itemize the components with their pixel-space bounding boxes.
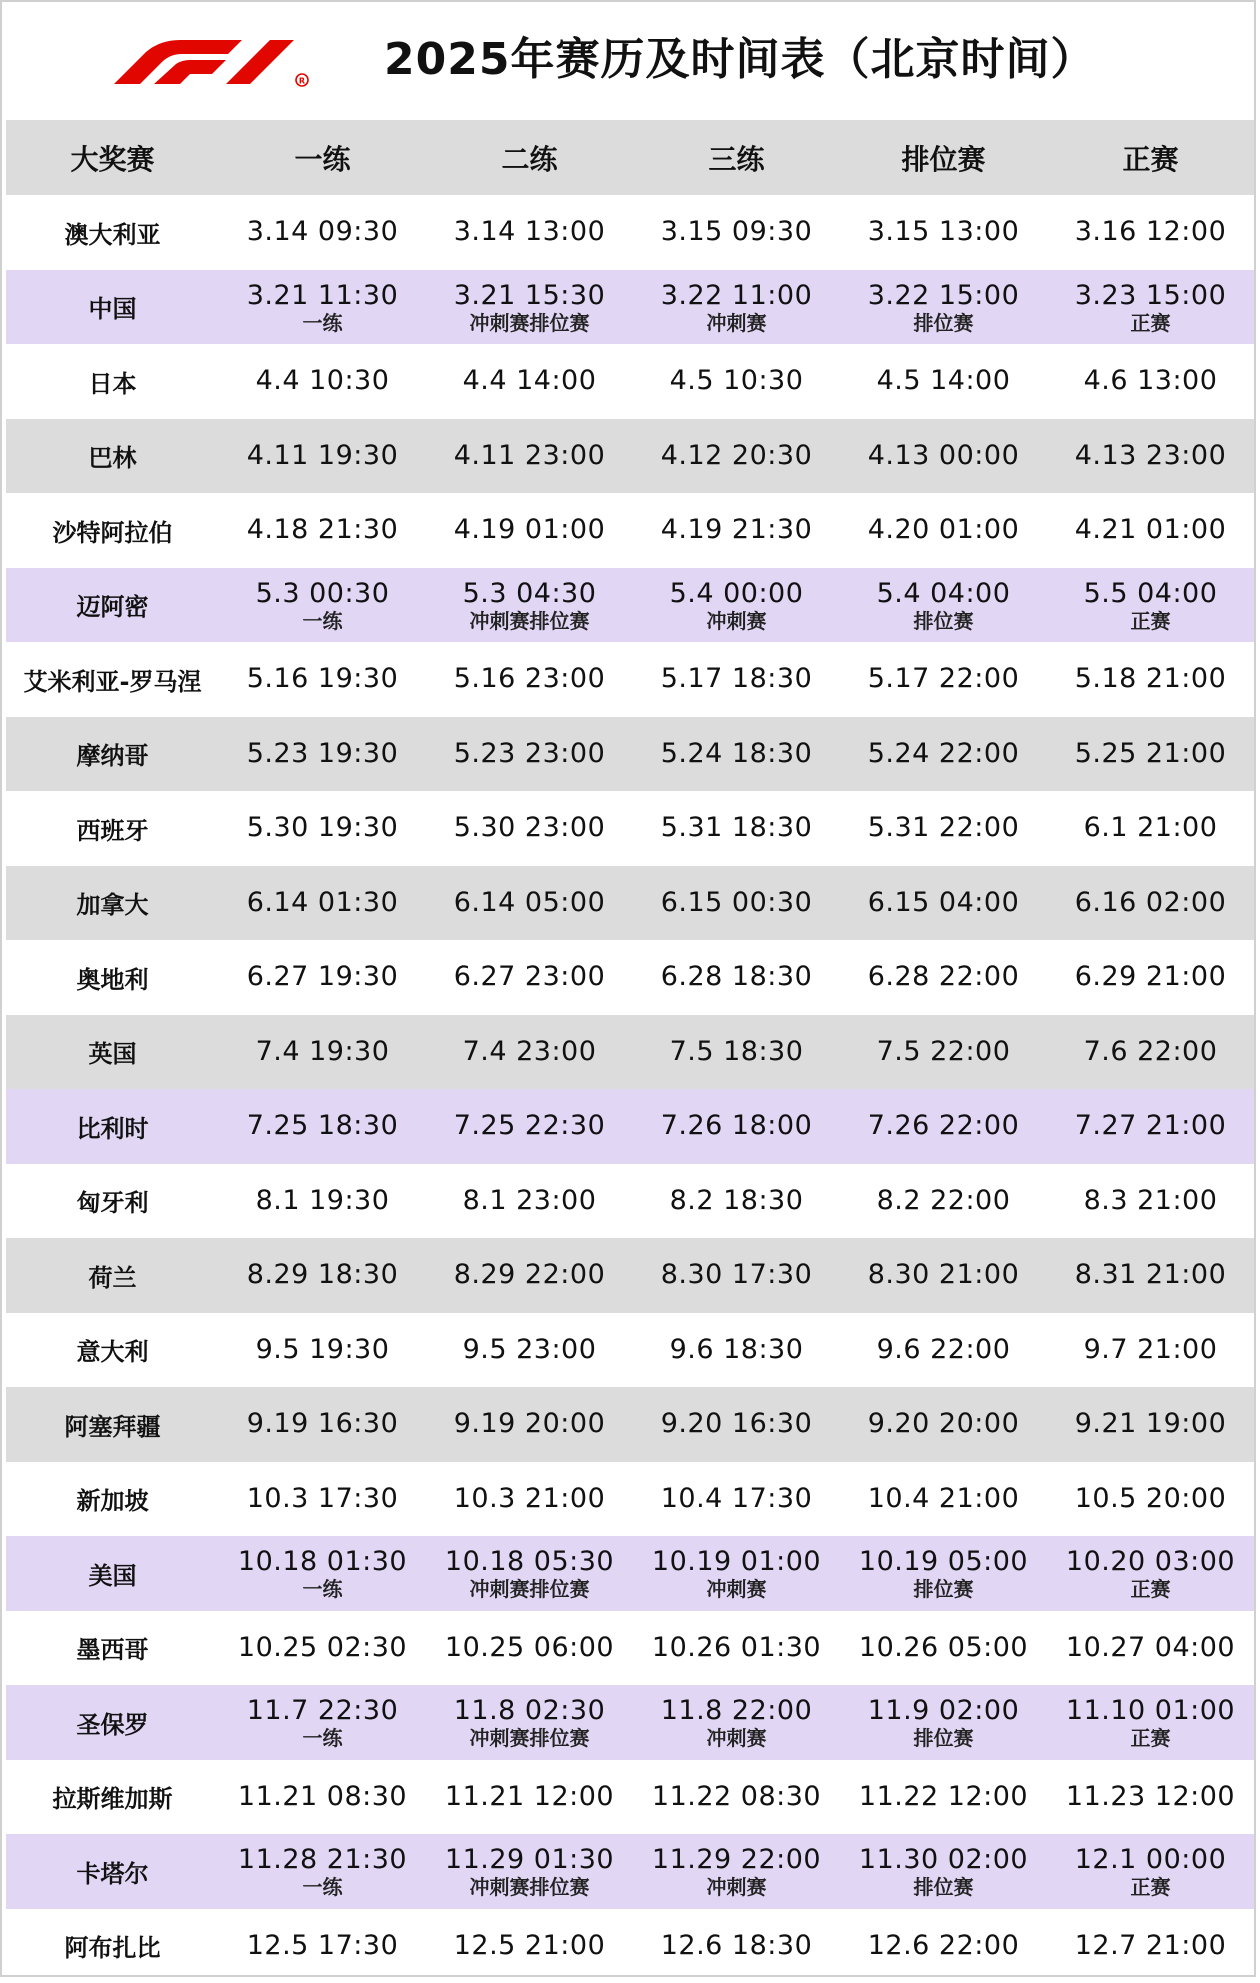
session-time: 9.20 16:30 xyxy=(633,1408,840,1440)
session-time: 5.23 19:30 xyxy=(219,738,426,770)
session-time: 7.25 22:30 xyxy=(426,1110,633,1142)
session-time: 5.31 18:30 xyxy=(633,812,840,844)
session-time: 6.27 23:00 xyxy=(426,961,633,993)
session-time: 3.15 09:30 xyxy=(633,216,840,248)
session-label: 冲刺赛 xyxy=(633,1727,840,1749)
session-time: 5.5 04:00 xyxy=(1047,578,1254,610)
grand-prix-name: 奥地利 xyxy=(6,940,219,1015)
grand-prix-name: 意大利 xyxy=(6,1313,219,1388)
column-header-fp3: 三练 xyxy=(633,120,840,195)
session-time: 4.6 13:00 xyxy=(1047,365,1254,397)
grand-prix-name: 摩纳哥 xyxy=(6,717,219,792)
session-time: 6.27 19:30 xyxy=(219,961,426,993)
session-time: 10.4 21:00 xyxy=(840,1483,1047,1515)
session-label: 冲刺赛 xyxy=(633,312,840,334)
session-time: 12.6 22:00 xyxy=(840,1930,1047,1962)
session-time: 8.30 21:00 xyxy=(840,1259,1047,1291)
session-time: 5.25 21:00 xyxy=(1047,738,1254,770)
column-header-race: 正赛 xyxy=(1047,120,1254,195)
session-time: 9.6 22:00 xyxy=(840,1334,1047,1366)
svg-text:R: R xyxy=(299,77,305,86)
grand-prix-name: 圣保罗 xyxy=(6,1685,219,1760)
session-time: 3.23 15:00 xyxy=(1047,280,1254,312)
grand-prix-name: 中国 xyxy=(6,270,219,345)
session-time: 10.5 20:00 xyxy=(1047,1483,1254,1515)
session-time: 7.5 18:30 xyxy=(633,1036,840,1068)
session-time: 8.29 18:30 xyxy=(219,1259,426,1291)
session-time: 11.22 12:00 xyxy=(840,1781,1047,1813)
session-time: 8.1 23:00 xyxy=(426,1185,633,1217)
session-time: 7.26 22:00 xyxy=(840,1110,1047,1142)
session-time: 7.4 19:30 xyxy=(219,1036,426,1068)
session-time: 10.25 02:30 xyxy=(219,1632,426,1664)
session-label: 正赛 xyxy=(1047,1727,1254,1749)
session-time: 12.1 00:00 xyxy=(1047,1844,1254,1876)
column-header-qualifying: 排位赛 xyxy=(840,120,1047,195)
session-time: 5.17 22:00 xyxy=(840,663,1047,695)
session-time: 4.19 01:00 xyxy=(426,514,633,546)
session-time: 4.11 23:00 xyxy=(426,440,633,472)
session-time: 12.5 17:30 xyxy=(219,1930,426,1962)
session-label: 排位赛 xyxy=(840,312,1047,334)
session-time: 4.18 21:30 xyxy=(219,514,426,546)
grand-prix-name: 加拿大 xyxy=(6,866,219,941)
grand-prix-name: 卡塔尔 xyxy=(6,1834,219,1909)
session-label: 正赛 xyxy=(1047,610,1254,632)
session-time: 9.19 20:00 xyxy=(426,1408,633,1440)
session-time: 7.26 18:00 xyxy=(633,1110,840,1142)
session-time: 10.4 17:30 xyxy=(633,1483,840,1515)
session-label: 一练 xyxy=(219,610,426,632)
session-label: 冲刺赛排位赛 xyxy=(426,610,633,632)
session-time: 11.9 02:00 xyxy=(840,1695,1047,1727)
session-time: 7.27 21:00 xyxy=(1047,1110,1254,1142)
session-time: 4.21 01:00 xyxy=(1047,514,1254,546)
session-time: 5.17 18:30 xyxy=(633,663,840,695)
session-time: 3.22 15:00 xyxy=(840,280,1047,312)
session-time: 6.14 01:30 xyxy=(219,887,426,919)
session-time: 6.29 21:00 xyxy=(1047,961,1254,993)
session-time: 12.6 18:30 xyxy=(633,1930,840,1962)
session-time: 11.22 08:30 xyxy=(633,1781,840,1813)
grand-prix-name: 美国 xyxy=(6,1536,219,1611)
session-time: 9.5 19:30 xyxy=(219,1334,426,1366)
grand-prix-name: 艾米利亚-罗马涅 xyxy=(6,642,219,717)
session-time: 6.14 05:00 xyxy=(426,887,633,919)
session-time: 4.4 14:00 xyxy=(426,365,633,397)
grand-prix-name: 英国 xyxy=(6,1015,219,1090)
session-label: 冲刺赛排位赛 xyxy=(426,1876,633,1898)
session-time: 11.28 21:30 xyxy=(219,1844,426,1876)
session-time: 8.3 21:00 xyxy=(1047,1185,1254,1217)
session-time: 7.5 22:00 xyxy=(840,1036,1047,1068)
session-time: 10.3 21:00 xyxy=(426,1483,633,1515)
grand-prix-name: 澳大利亚 xyxy=(6,195,219,270)
grand-prix-name: 阿塞拜疆 xyxy=(6,1387,219,1462)
session-label: 正赛 xyxy=(1047,1876,1254,1898)
session-time: 8.31 21:00 xyxy=(1047,1259,1254,1291)
session-time: 11.7 22:30 xyxy=(219,1695,426,1727)
session-time: 8.2 18:30 xyxy=(633,1185,840,1217)
session-time: 11.8 22:00 xyxy=(633,1695,840,1727)
session-time: 10.25 06:00 xyxy=(426,1632,633,1664)
session-label: 正赛 xyxy=(1047,1578,1254,1600)
grand-prix-name: 西班牙 xyxy=(6,791,219,866)
session-time: 11.8 02:30 xyxy=(426,1695,633,1727)
session-time: 9.19 16:30 xyxy=(219,1408,426,1440)
session-time: 10.18 05:30 xyxy=(426,1546,633,1578)
session-time: 5.4 00:00 xyxy=(633,578,840,610)
session-label: 正赛 xyxy=(1047,312,1254,334)
grand-prix-name: 匈牙利 xyxy=(6,1164,219,1239)
page-title: 2025年赛历及时间表（北京时间） xyxy=(384,30,1095,90)
session-label: 冲刺赛排位赛 xyxy=(426,1727,633,1749)
session-time: 4.20 01:00 xyxy=(840,514,1047,546)
session-time: 10.19 01:00 xyxy=(633,1546,840,1578)
grand-prix-name: 沙特阿拉伯 xyxy=(6,493,219,568)
session-time: 9.21 19:00 xyxy=(1047,1408,1254,1440)
session-label: 一练 xyxy=(219,1876,426,1898)
session-time: 5.4 04:00 xyxy=(840,578,1047,610)
session-time: 10.18 01:30 xyxy=(219,1546,426,1578)
grand-prix-name: 荷兰 xyxy=(6,1238,219,1313)
session-time: 10.26 05:00 xyxy=(840,1632,1047,1664)
grand-prix-name: 巴林 xyxy=(6,419,219,494)
session-time: 5.24 22:00 xyxy=(840,738,1047,770)
session-label: 一练 xyxy=(219,1578,426,1600)
session-time: 3.21 15:30 xyxy=(426,280,633,312)
session-time: 5.23 23:00 xyxy=(426,738,633,770)
session-time: 4.19 21:30 xyxy=(633,514,840,546)
session-time: 11.21 12:00 xyxy=(426,1781,633,1813)
session-label: 冲刺赛 xyxy=(633,1578,840,1600)
session-time: 5.30 23:00 xyxy=(426,812,633,844)
session-label: 排位赛 xyxy=(840,610,1047,632)
grand-prix-name: 迈阿密 xyxy=(6,568,219,643)
session-time: 4.5 14:00 xyxy=(840,365,1047,397)
session-time: 5.30 19:30 xyxy=(219,812,426,844)
session-time: 9.5 23:00 xyxy=(426,1334,633,1366)
session-time: 10.19 05:00 xyxy=(840,1546,1047,1578)
session-time: 10.3 17:30 xyxy=(219,1483,426,1515)
session-label: 一练 xyxy=(219,1727,426,1749)
session-time: 7.6 22:00 xyxy=(1047,1036,1254,1068)
session-time: 9.20 20:00 xyxy=(840,1408,1047,1440)
session-time: 3.15 13:00 xyxy=(840,216,1047,248)
session-time: 3.22 11:00 xyxy=(633,280,840,312)
session-time: 6.1 21:00 xyxy=(1047,812,1254,844)
session-time: 7.25 18:30 xyxy=(219,1110,426,1142)
session-time: 6.15 00:30 xyxy=(633,887,840,919)
session-time: 8.1 19:30 xyxy=(219,1185,426,1217)
session-time: 6.15 04:00 xyxy=(840,887,1047,919)
session-time: 9.7 21:00 xyxy=(1047,1334,1254,1366)
session-time: 8.29 22:00 xyxy=(426,1259,633,1291)
session-time: 6.28 22:00 xyxy=(840,961,1047,993)
session-label: 冲刺赛排位赛 xyxy=(426,312,633,334)
session-time: 10.20 03:00 xyxy=(1047,1546,1254,1578)
grand-prix-name: 新加坡 xyxy=(6,1462,219,1537)
column-header-grand-prix: 大奖赛 xyxy=(6,120,219,195)
grand-prix-name: 阿布扎比 xyxy=(6,1909,219,1983)
session-time: 6.28 18:30 xyxy=(633,961,840,993)
grand-prix-name: 墨西哥 xyxy=(6,1611,219,1686)
session-time: 12.5 21:00 xyxy=(426,1930,633,1962)
session-time: 3.14 09:30 xyxy=(219,216,426,248)
session-time: 11.30 02:00 xyxy=(840,1844,1047,1876)
grand-prix-name: 比利时 xyxy=(6,1089,219,1164)
session-time: 8.2 22:00 xyxy=(840,1185,1047,1217)
session-time: 4.5 10:30 xyxy=(633,365,840,397)
session-time: 4.13 23:00 xyxy=(1047,440,1254,472)
session-label: 冲刺赛排位赛 xyxy=(426,1578,633,1600)
session-time: 3.21 11:30 xyxy=(219,280,426,312)
session-label: 排位赛 xyxy=(840,1876,1047,1898)
session-time: 4.11 19:30 xyxy=(219,440,426,472)
grand-prix-name: 拉斯维加斯 xyxy=(6,1760,219,1835)
grand-prix-name: 日本 xyxy=(6,344,219,419)
session-label: 排位赛 xyxy=(840,1578,1047,1600)
session-time: 4.13 00:00 xyxy=(840,440,1047,472)
session-time: 11.10 01:00 xyxy=(1047,1695,1254,1727)
column-header-fp1: 一练 xyxy=(219,120,426,195)
session-time: 11.29 01:30 xyxy=(426,1844,633,1876)
session-label: 一练 xyxy=(219,312,426,334)
column-header-fp2: 二练 xyxy=(426,120,633,195)
session-time: 11.21 08:30 xyxy=(219,1781,426,1813)
session-time: 7.4 23:00 xyxy=(426,1036,633,1068)
session-time: 11.29 22:00 xyxy=(633,1844,840,1876)
session-label: 冲刺赛 xyxy=(633,610,840,632)
session-time: 4.12 20:30 xyxy=(633,440,840,472)
session-time: 5.18 21:00 xyxy=(1047,663,1254,695)
session-time: 3.16 12:00 xyxy=(1047,216,1254,248)
session-label: 排位赛 xyxy=(840,1727,1047,1749)
session-time: 3.14 13:00 xyxy=(426,216,633,248)
session-time: 6.16 02:00 xyxy=(1047,887,1254,919)
session-time: 5.16 19:30 xyxy=(219,663,426,695)
session-time: 10.26 01:30 xyxy=(633,1632,840,1664)
session-time: 10.27 04:00 xyxy=(1047,1632,1254,1664)
session-time: 12.7 21:00 xyxy=(1047,1930,1254,1962)
session-time: 8.30 17:30 xyxy=(633,1259,840,1291)
session-time: 4.4 10:30 xyxy=(219,365,426,397)
session-label: 冲刺赛 xyxy=(633,1876,840,1898)
session-time: 5.31 22:00 xyxy=(840,812,1047,844)
session-time: 5.16 23:00 xyxy=(426,663,633,695)
session-time: 5.3 00:30 xyxy=(219,578,426,610)
session-time: 9.6 18:30 xyxy=(633,1334,840,1366)
session-time: 5.24 18:30 xyxy=(633,738,840,770)
session-time: 5.3 04:30 xyxy=(426,578,633,610)
session-time: 11.23 12:00 xyxy=(1047,1781,1254,1813)
